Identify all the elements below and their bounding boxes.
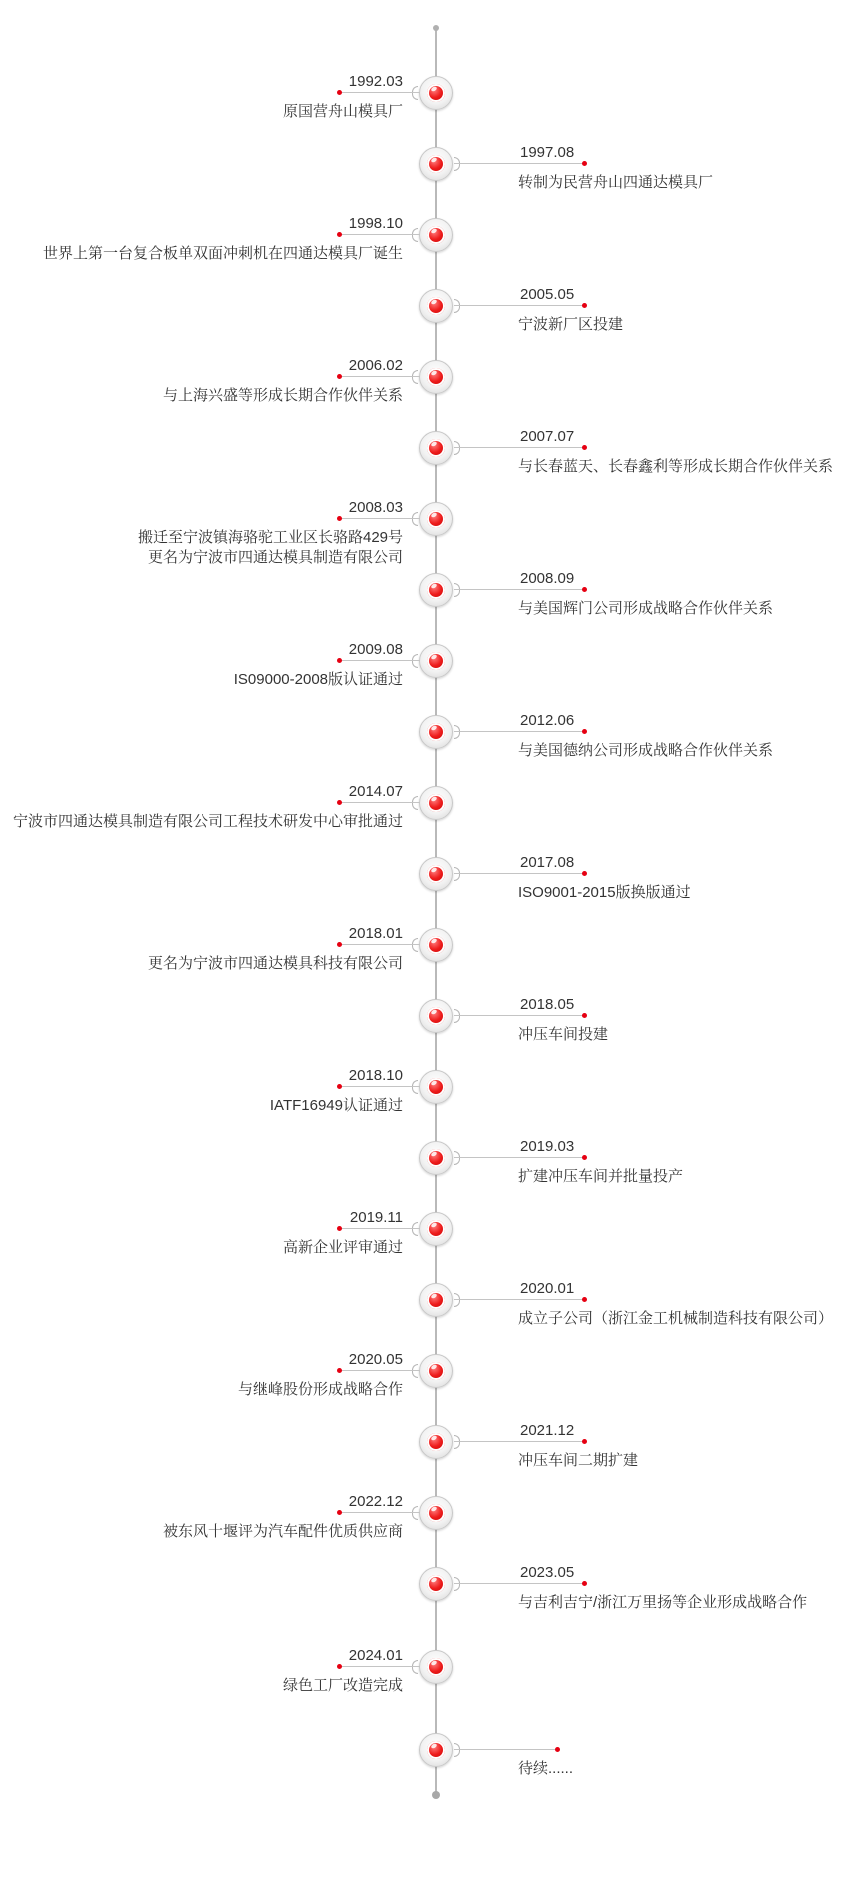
event-connector	[340, 518, 420, 519]
timeline-node-icon	[419, 1070, 453, 1104]
event-year: 2024.01	[348, 1647, 403, 1664]
timeline-node-icon	[419, 1496, 453, 1530]
event-connector	[340, 1512, 420, 1513]
event-connector	[340, 660, 420, 661]
node-bracket	[412, 228, 418, 242]
timeline-node-icon	[419, 1283, 453, 1317]
event-description: 宁波新厂区投建	[518, 316, 624, 333]
event-marker-dot	[582, 1013, 587, 1018]
event-description: IATF16949认证通过	[269, 1097, 403, 1114]
event-connector	[340, 802, 420, 803]
node-bracket	[412, 86, 418, 100]
event-year: 2017.08	[520, 854, 575, 871]
timeline-node-icon	[419, 431, 453, 465]
timeline-node-icon	[419, 1733, 453, 1767]
event-year: 2005.05	[520, 286, 575, 303]
event-connector	[454, 1015, 584, 1016]
timeline-node-icon	[419, 857, 453, 891]
node-bracket	[412, 1222, 418, 1236]
timeline-node-icon	[419, 1354, 453, 1388]
event-connector	[454, 1583, 584, 1584]
node-bracket	[454, 583, 460, 597]
node-bracket	[412, 1506, 418, 1520]
event-year: 2020.01	[520, 1280, 575, 1297]
event-marker-dot	[582, 445, 587, 450]
node-bracket	[454, 1435, 460, 1449]
event-year: 2006.02	[348, 357, 403, 374]
timeline-node-icon	[419, 1567, 453, 1601]
event-connector	[340, 944, 420, 945]
event-year: 2018.01	[348, 925, 403, 942]
event-marker-dot	[337, 1510, 342, 1515]
event-connector	[454, 731, 584, 732]
timeline-node-icon	[419, 502, 453, 536]
event-marker-dot	[337, 516, 342, 521]
event-connector	[454, 305, 584, 306]
node-bracket	[454, 299, 460, 313]
timeline-node-icon	[419, 1650, 453, 1684]
event-marker-dot	[337, 1664, 342, 1669]
event-description: 待续......	[518, 1760, 574, 1777]
event-year: 2019.03	[520, 1138, 575, 1155]
node-bracket	[454, 1743, 460, 1757]
event-marker-dot	[582, 161, 587, 166]
event-year: 2009.08	[348, 641, 403, 658]
timeline-node-icon	[419, 928, 453, 962]
timeline-node-icon	[419, 573, 453, 607]
event-description: 与长春蓝天、长春鑫利等形成长期合作伙伴关系	[518, 458, 834, 475]
event-marker-dot	[582, 1297, 587, 1302]
timeline-node-icon	[419, 1425, 453, 1459]
axis-top-cap	[433, 25, 439, 31]
event-year: 2014.07	[348, 783, 403, 800]
node-bracket	[454, 725, 460, 739]
event-description: 转制为民营舟山四通达模具厂	[518, 174, 714, 191]
timeline-node-icon	[419, 786, 453, 820]
event-marker-dot	[337, 800, 342, 805]
event-connector	[454, 1157, 584, 1158]
event-marker-dot	[337, 1368, 342, 1373]
timeline-node-icon	[419, 1141, 453, 1175]
event-marker-dot	[337, 658, 342, 663]
event-description: 扩建冲压车间并批量投产	[518, 1168, 684, 1185]
event-year: 2020.05	[348, 1351, 403, 1368]
event-description: 成立子公司（浙江金工机械制造科技有限公司）	[518, 1310, 834, 1327]
event-year: 1998.10	[348, 215, 403, 232]
event-description: IS09000-2008版认证通过	[233, 671, 403, 688]
event-year: 2012.06	[520, 712, 575, 729]
event-connector	[454, 447, 584, 448]
timeline-node-icon	[419, 76, 453, 110]
event-connector	[340, 92, 420, 93]
event-connector	[340, 1666, 420, 1667]
timeline-node-icon	[419, 147, 453, 181]
node-bracket	[412, 1660, 418, 1674]
event-description: 冲压车间二期扩建	[518, 1452, 639, 1469]
event-year: 2018.05	[520, 996, 575, 1013]
timeline-node-icon	[419, 289, 453, 323]
event-connector	[340, 1370, 420, 1371]
event-marker-dot	[555, 1747, 560, 1752]
event-marker-dot	[582, 1155, 587, 1160]
event-marker-dot	[337, 232, 342, 237]
event-connector	[340, 1228, 420, 1229]
event-connector	[340, 234, 420, 235]
event-description: 高新企业评审通过	[282, 1239, 403, 1256]
event-year: 1992.03	[348, 73, 403, 90]
axis-bottom-cap	[432, 1791, 440, 1799]
node-bracket	[412, 938, 418, 952]
event-description: 与上海兴盛等形成长期合作伙伴关系	[162, 387, 403, 404]
event-description: 绿色工厂改造完成	[282, 1677, 403, 1694]
event-year: 2008.03	[348, 499, 403, 516]
timeline-node-icon	[419, 644, 453, 678]
event-year: 2022.12	[348, 1493, 403, 1510]
event-year: 2023.05	[520, 1564, 575, 1581]
node-bracket	[412, 1080, 418, 1094]
node-bracket	[454, 1151, 460, 1165]
event-connector	[340, 1086, 420, 1087]
node-bracket	[412, 370, 418, 384]
event-connector	[454, 1749, 557, 1750]
node-bracket	[412, 654, 418, 668]
event-description: 原国营舟山模具厂	[282, 103, 403, 120]
node-bracket	[454, 441, 460, 455]
event-description: 宁波市四通达模具制造有限公司工程技术研发中心审批通过	[12, 813, 403, 830]
event-marker-dot	[582, 303, 587, 308]
node-bracket	[412, 1364, 418, 1378]
event-marker-dot	[582, 1439, 587, 1444]
event-description: 世界上第一台复合板单双面冲刺机在四通达模具厂诞生	[42, 245, 403, 262]
node-bracket	[412, 512, 418, 526]
node-bracket	[454, 1577, 460, 1591]
event-description: 被东风十堰评为汽车配件优质供应商	[162, 1523, 403, 1540]
event-description: 与继峰股份形成战略合作	[237, 1381, 403, 1398]
event-marker-dot	[582, 1581, 587, 1586]
event-year: 2021.12	[520, 1422, 575, 1439]
event-connector	[454, 1299, 584, 1300]
node-bracket	[454, 1009, 460, 1023]
event-marker-dot	[582, 871, 587, 876]
event-year: 2019.11	[349, 1209, 403, 1226]
event-marker-dot	[337, 1226, 342, 1231]
event-marker-dot	[582, 729, 587, 734]
event-marker-dot	[337, 942, 342, 947]
timeline-node-icon	[419, 218, 453, 252]
node-bracket	[454, 1293, 460, 1307]
event-description: ISO9001-2015版换版通过	[518, 884, 691, 901]
event-marker-dot	[582, 587, 587, 592]
node-bracket	[454, 867, 460, 881]
node-bracket	[454, 157, 460, 171]
event-connector	[454, 873, 584, 874]
event-year: 2018.10	[348, 1067, 403, 1084]
event-description: 更名为宁波市四通达模具科技有限公司	[147, 955, 403, 972]
event-connector	[454, 1441, 584, 1442]
event-description: 与吉利吉宁/浙江万里扬等企业形成战略合作	[518, 1594, 808, 1611]
event-description: 与美国辉门公司形成战略合作伙伴关系	[518, 600, 774, 617]
node-bracket	[412, 796, 418, 810]
event-year: 2008.09	[520, 570, 575, 587]
event-year: 1997.08	[520, 144, 575, 161]
event-description: 更名为宁波市四通达模具制造有限公司	[147, 549, 403, 566]
event-connector	[454, 589, 584, 590]
timeline-node-icon	[419, 360, 453, 394]
event-description: 搬迁至宁波镇海骆驼工业区长骆路429号	[137, 529, 403, 546]
timeline-node-icon	[419, 999, 453, 1033]
event-description: 与美国德纳公司形成战略合作伙伴关系	[518, 742, 774, 759]
event-connector	[340, 376, 420, 377]
event-description: 冲压车间投建	[518, 1026, 609, 1043]
event-marker-dot	[337, 374, 342, 379]
event-year: 2007.07	[520, 428, 575, 445]
event-marker-dot	[337, 90, 342, 95]
event-marker-dot	[337, 1084, 342, 1089]
timeline-node-icon	[419, 1212, 453, 1246]
event-connector	[454, 163, 584, 164]
timeline-node-icon	[419, 715, 453, 749]
